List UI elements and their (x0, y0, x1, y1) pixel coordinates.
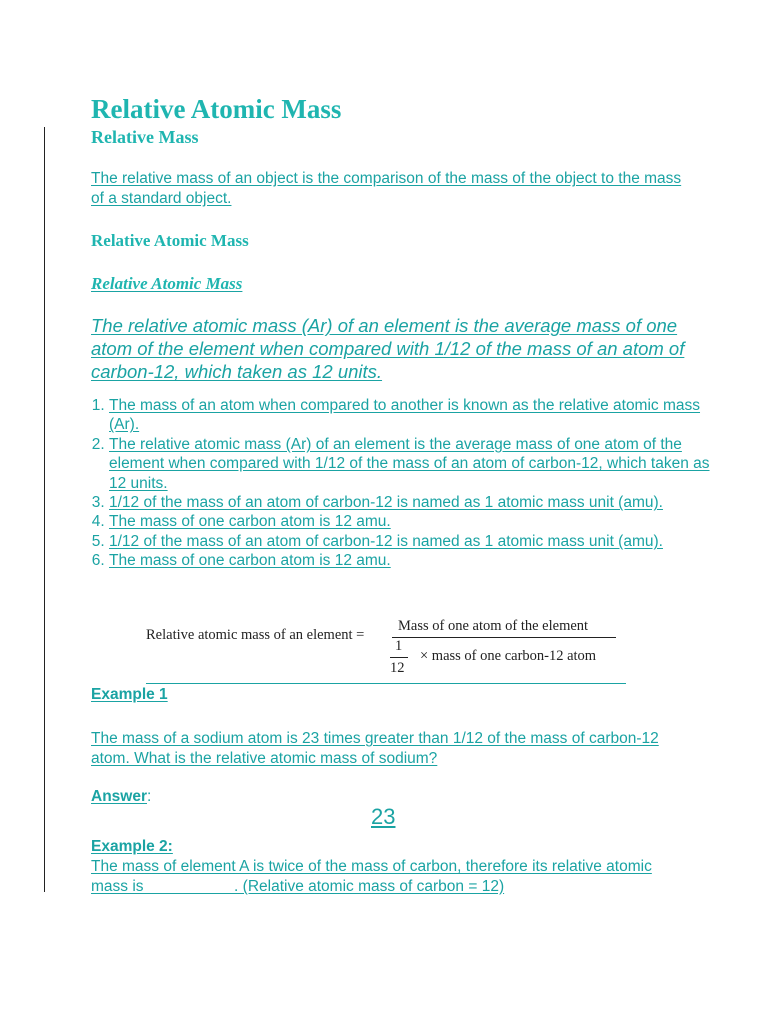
relative-mass-definition: The relative mass of an object is the comparison of the mass of the object to the mass of a standard object. (91, 170, 682, 207)
answer-line (91, 788, 151, 806)
formula-fraction-denominator: 12 (390, 660, 405, 676)
answer-colon: : (147, 788, 152, 805)
list-item: 2. The relative atomic mass (Ar) of an element is the average mass of one atom of the element when compared with 1/12 of the mass of an atom of carbon-12, which taken as 12 units. (109, 435, 724, 493)
formula-small-fraction-line (390, 657, 408, 658)
answer-label: Answer (91, 788, 147, 805)
list-item: 4. The mass of one carbon atom is 12 amu. (109, 512, 724, 531)
formula-numerator: Mass of one atom of the element (398, 618, 589, 634)
formula-lhs: Relative atomic mass of an element = (146, 627, 365, 643)
section-heading-relative-atomic-mass: Relative Atomic Mass (91, 231, 249, 250)
example-1-label: Example 1 (91, 686, 168, 703)
list-item: 1. The mass of an atom when compared to another is known as the relative atomic mass (Ar). (109, 396, 724, 435)
ar-definition: The relative atomic mass (Ar) of an element is the average mass of one atom of the element when compared with 1/12 of the mass of an atom of carbon-12, which taken as 12 units. (91, 315, 685, 382)
list-item: 6. The mass of one carbon atom is 12 amu. (109, 551, 724, 570)
example-2-question: The mass of element A is twice of the mass of carbon, therefore its relative atomic mass is __________. (Relative atomic mass of carbon = 12) (91, 858, 652, 895)
formula-rest: × mass of one carbon-12 atom (420, 648, 597, 664)
section-heading-relative-mass: Relative Mass (91, 127, 199, 147)
formula-fraction-numerator: 1 (395, 638, 403, 654)
margin-rule (44, 127, 45, 892)
formula-underline (146, 683, 626, 684)
example-1-question: The mass of a sodium atom is 23 times greater than 1/12 of the mass of carbon-12 atom. What is the relative atomic mass of sodium? (91, 730, 659, 767)
example-2-label: Example 2: (91, 838, 173, 855)
list-item: 3. 1/12 of the mass of an atom of carbon-12 is named as 1 atomic mass unit (amu). (109, 493, 724, 512)
list-item: 5. 1/12 of the mass of an atom of carbon-12 is named as 1 atomic mass unit (amu). (109, 532, 724, 551)
subheading-relative-atomic-mass: Relative Atomic Mass (91, 274, 243, 293)
answer-value: 23 (371, 804, 396, 829)
page-title: Relative Atomic Mass (91, 94, 342, 124)
relative-atomic-mass-formula (146, 616, 626, 686)
formula-fraction-line (392, 637, 616, 638)
points-list (86, 396, 724, 571)
